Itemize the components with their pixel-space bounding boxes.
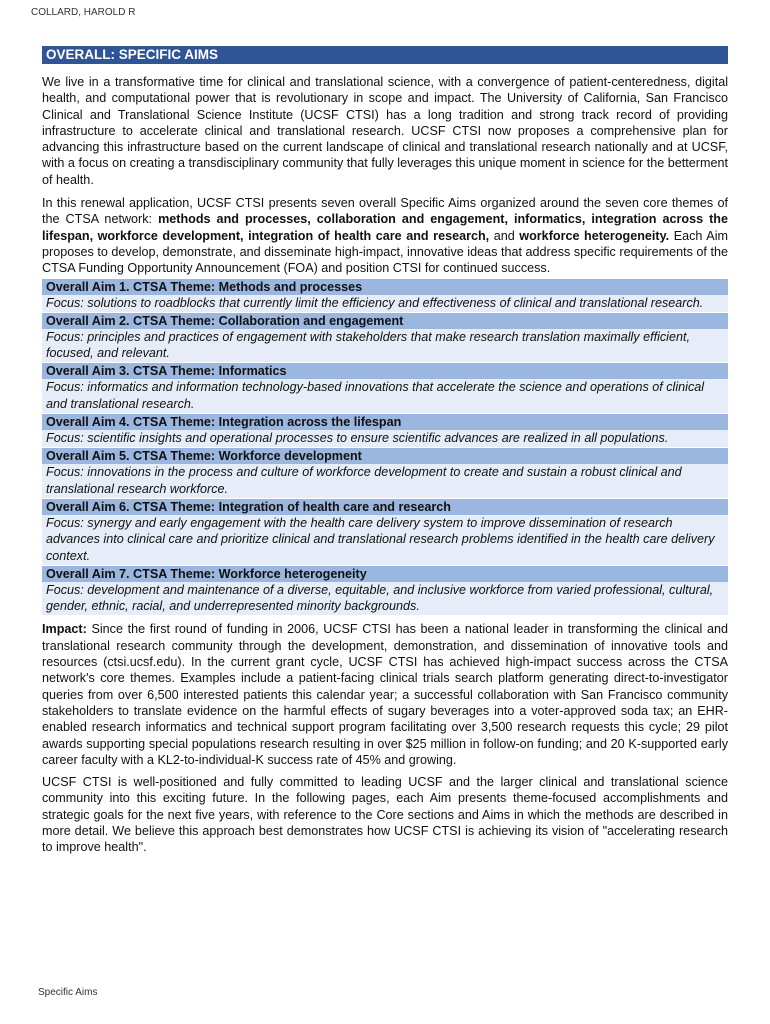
renewal-rest: Each Aim proposes to develop, demonstrate, and disseminate high-impact, innovative ideas that address specific requirements of the CTSA Funding Opportunity Announcement (FOA) and position CTSI for continued success. (42, 228, 728, 276)
last-theme-bold: workforce heterogeneity. (519, 228, 670, 243)
aim-focus: Focus: principles and practices of engagement with stakeholders that make research translation maximally efficient, focused, and relevant. (42, 329, 728, 363)
header-investigator-name: COLLARD, HAROLD R (31, 7, 136, 18)
aims-list (42, 279, 728, 616)
and-word: and (489, 228, 520, 243)
aim-block (42, 363, 728, 413)
section-title: OVERALL: SPECIFIC AIMS (42, 46, 728, 64)
renewal-paragraph (42, 195, 728, 276)
aim-title: Overall Aim 1. CTSA Theme: Methods and processes (42, 279, 728, 295)
aim-title: Overall Aim 2. CTSA Theme: Collaboration and engagement (42, 313, 728, 329)
aim-title: Overall Aim 7. CTSA Theme: Workforce heterogeneity (42, 566, 728, 582)
impact-label: Impact: (42, 622, 87, 637)
aim-block (42, 566, 728, 616)
aim-focus: Focus: development and maintenance of a diverse, equitable, and inclusive workforce from varied professional, cultural, gender, ethnic, racial, and underrepresented minority backgrounds. (42, 582, 728, 616)
aim-focus: Focus: solutions to roadblocks that currently limit the efficiency and effectiveness of clinical and translational research. (42, 295, 728, 312)
aim-block (42, 414, 728, 447)
aim-focus: Focus: innovations in the process and culture of workforce development to create and sustain a robust clinical and translational research workforce. (42, 464, 728, 498)
aim-title: Overall Aim 3. CTSA Theme: Informatics (42, 363, 728, 379)
themes-bold: methods and processes, collaboration and engagement, informatics, integration across the lifespan, workforce development, integration of health care and research, (42, 212, 728, 243)
aim-title: Overall Aim 5. CTSA Theme: Workforce development (42, 448, 728, 464)
intro-paragraph: We live in a transformative time for clinical and translational science, with a convergence of patient-centeredness, digital health, and computational power that is revolutionary in scope and impact. The University of California, San Francisco Clinical and Translational Science Institute (UCSF CTSI) has a long tradition and strong track record of providing infrastructure to accelerate clinical and translational research. UCSF CTSI now proposes a comprehensive plan for advancing this infrastructure based on the current landscape of clinical and translational research nationally and at UCSF, with a focus on creating a transdisciplinary community that fully leverages this unique moment in science for the betterment of health. (42, 75, 728, 187)
renewal-intro: In this renewal application, UCSF CTSI presents seven overall Specific Aims organized around the seven core themes of the CTSA network: (42, 196, 728, 227)
aim-title: Overall Aim 4. CTSA Theme: Integration across the lifespan (42, 414, 728, 430)
aim-block (42, 448, 728, 498)
document-body (42, 46, 728, 856)
aim-focus: Focus: informatics and information technology-based innovations that accelerate the science and operations of clinical and translational research. (42, 379, 728, 413)
aim-block (42, 313, 728, 363)
footer-label: Specific Aims (38, 987, 98, 998)
impact-text: Since the first round of funding in 2006, UCSF CTSI has been a national leader in transforming the clinical and translational research community through the development, demonstration, and dissemination of innovative tools and resources (ctsi.ucsf.edu). In the current grant cycle, UCSF CTSI has achieved high-impact success across the CTSA network's core themes. Examples include a patient-facing clinical trials search platform generating direct-to-investigator queries from over 6,500 interested patients this calendar year; a successful collaboration with San Francisco community stakeholders to translate evidence on the harmful effects of sugary beverages into a voter-approved soda tax; an EHR-enabled research informatics and technical support program facilitating over 3,500 research requests this cycle; 29 pilot awards supporting special populations research resulting in over $25 million in follow-on funding; and 20 K-supported early career faculty with a KL2-to-individual-K success rate of 45% and growing. (42, 622, 728, 767)
aim-title: Overall Aim 6. CTSA Theme: Integration of health care and research (42, 499, 728, 515)
aim-block (42, 279, 728, 312)
aim-focus: Focus: synergy and early engagement with the health care delivery system to improve dissemination of research advances into clinical care and prioritize clinical and translational research problems identified in the health care delivery context. (42, 515, 728, 565)
closing-paragraph: UCSF CTSI is well-positioned and fully committed to leading UCSF and the larger clinical and translational science community into this exciting future. In the following pages, each Aim presents theme-focused accomplishments and strategic goals for the next five years, with reference to the Core sections and Aims in which the methods are described in more detail. We believe this approach best demonstrates how UCSF CTSI is achieving its vision of "accelerating research to improve health". (42, 775, 728, 855)
aim-block (42, 499, 728, 565)
impact-paragraph (42, 621, 728, 768)
aim-focus: Focus: scientific insights and operational processes to ensure scientific advances are realized in all populations. (42, 430, 728, 447)
